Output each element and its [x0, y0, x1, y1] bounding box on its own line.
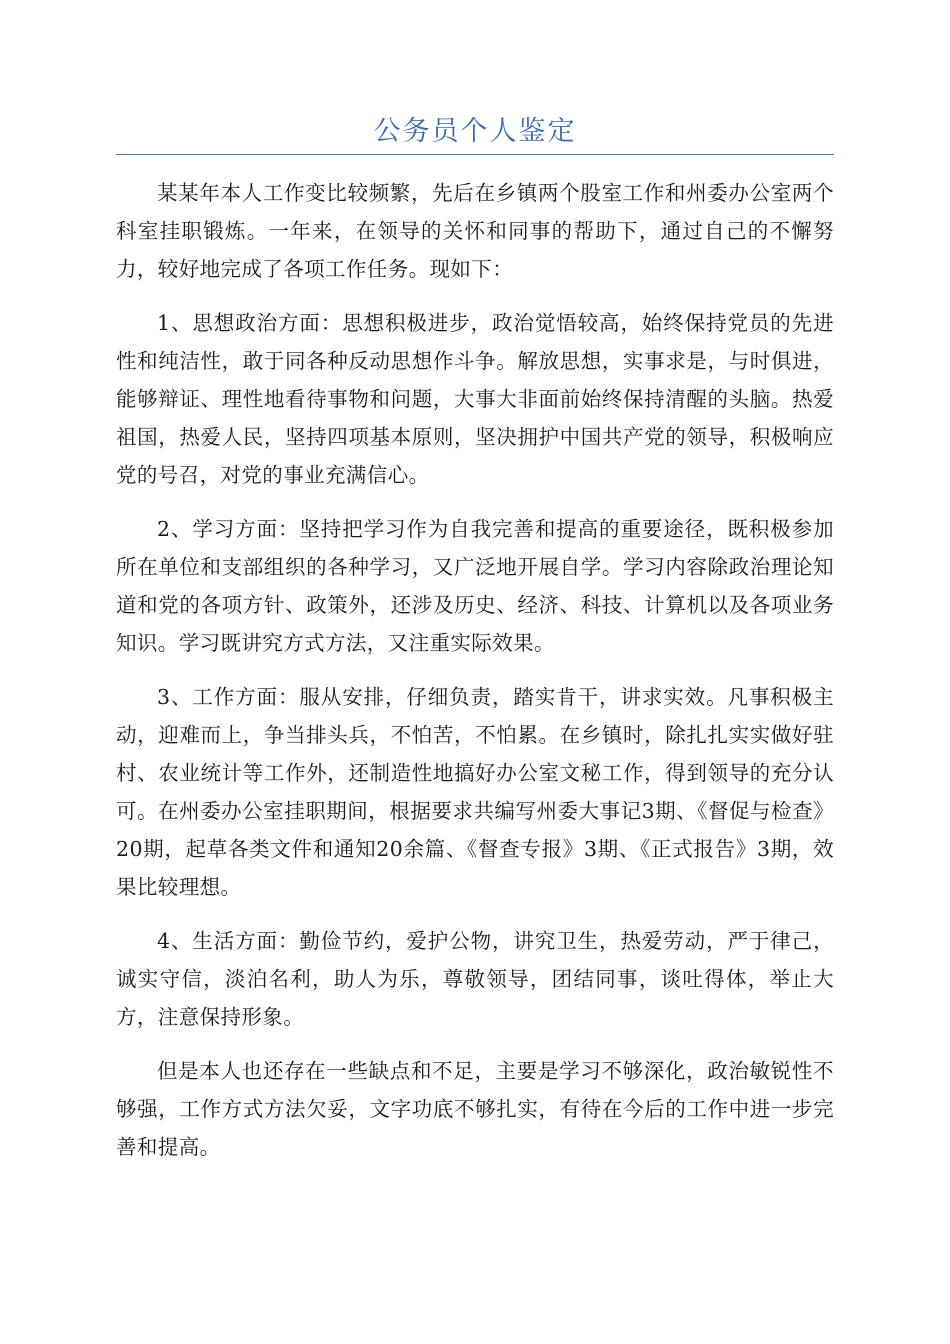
title-underline	[116, 154, 834, 155]
document-body	[116, 174, 834, 1182]
paragraph-intro: 某某年本人工作变比较频繁，先后在乡镇两个股室工作和州委办公室两个科室挂职锻炼。一年来，在领导的关怀和同事的帮助下，通过自己的不懈努力，较好地完成了各项工作任务。现如下：	[116, 181, 834, 281]
paragraph-political: 1、思想政治方面：思想积极进步，政治觉悟较高，始终保持党员的先进性和纯洁性，敢于同各种反动思想作斗争。解放思想，实事求是，与时俱进，能够辩证、理性地看待事物和问题，大事大非面前始终保持清醒的头脑。热爱祖国，热爱人民，坚持四项基本原则，坚决拥护中国共产党的领导，积极响应党的号召，对党的事业充满信心。	[116, 311, 834, 487]
paragraph-work: 3、工作方面：服从安排，仔细负责，踏实肯干，讲求实效。凡事积极主动，迎难而上，争当排头兵，不怕苦，不怕累。在乡镇时，除扎扎实实做好驻村、农业统计等工作外，还制造性地搞好办公室文秘工作，得到领导的充分认可。在州委办公室挂职期间，根据要求共编写州委大事记3期、《督促与检查》20期，起草各类文件和通知20余篇、《督查专报》3期、《正式报告》3期，效果比较理想。	[116, 685, 834, 899]
paragraph-study: 2、学习方面：坚持把学习作为自我完善和提高的重要途径，既积极参加所在单位和支部组织的各种学习，又广泛地开展自学。学习内容除政治理论知道和党的各项方针、政策外，还涉及历史、经济、科技、计算机以及各项业务知识。学习既讲究方式方法，又注重实际效果。	[116, 517, 834, 655]
paragraph-shortcomings: 但是本人也还存在一些缺点和不足，主要是学习不够深化，政治敏锐性不够强，工作方式方法欠妥，文字功底不够扎实，有待在今后的工作中进一步完善和提高。	[116, 1059, 834, 1159]
paragraph-life: 4、生活方面：勤俭节约，爱护公物，讲究卫生，热爱劳动，严于律己，诚实守信，淡泊名利，助人为乐，尊敬领导，团结同事，谈吐得体，举止大方，注意保持形象。	[116, 929, 834, 1029]
document-title: 公务员个人鉴定	[373, 116, 577, 147]
